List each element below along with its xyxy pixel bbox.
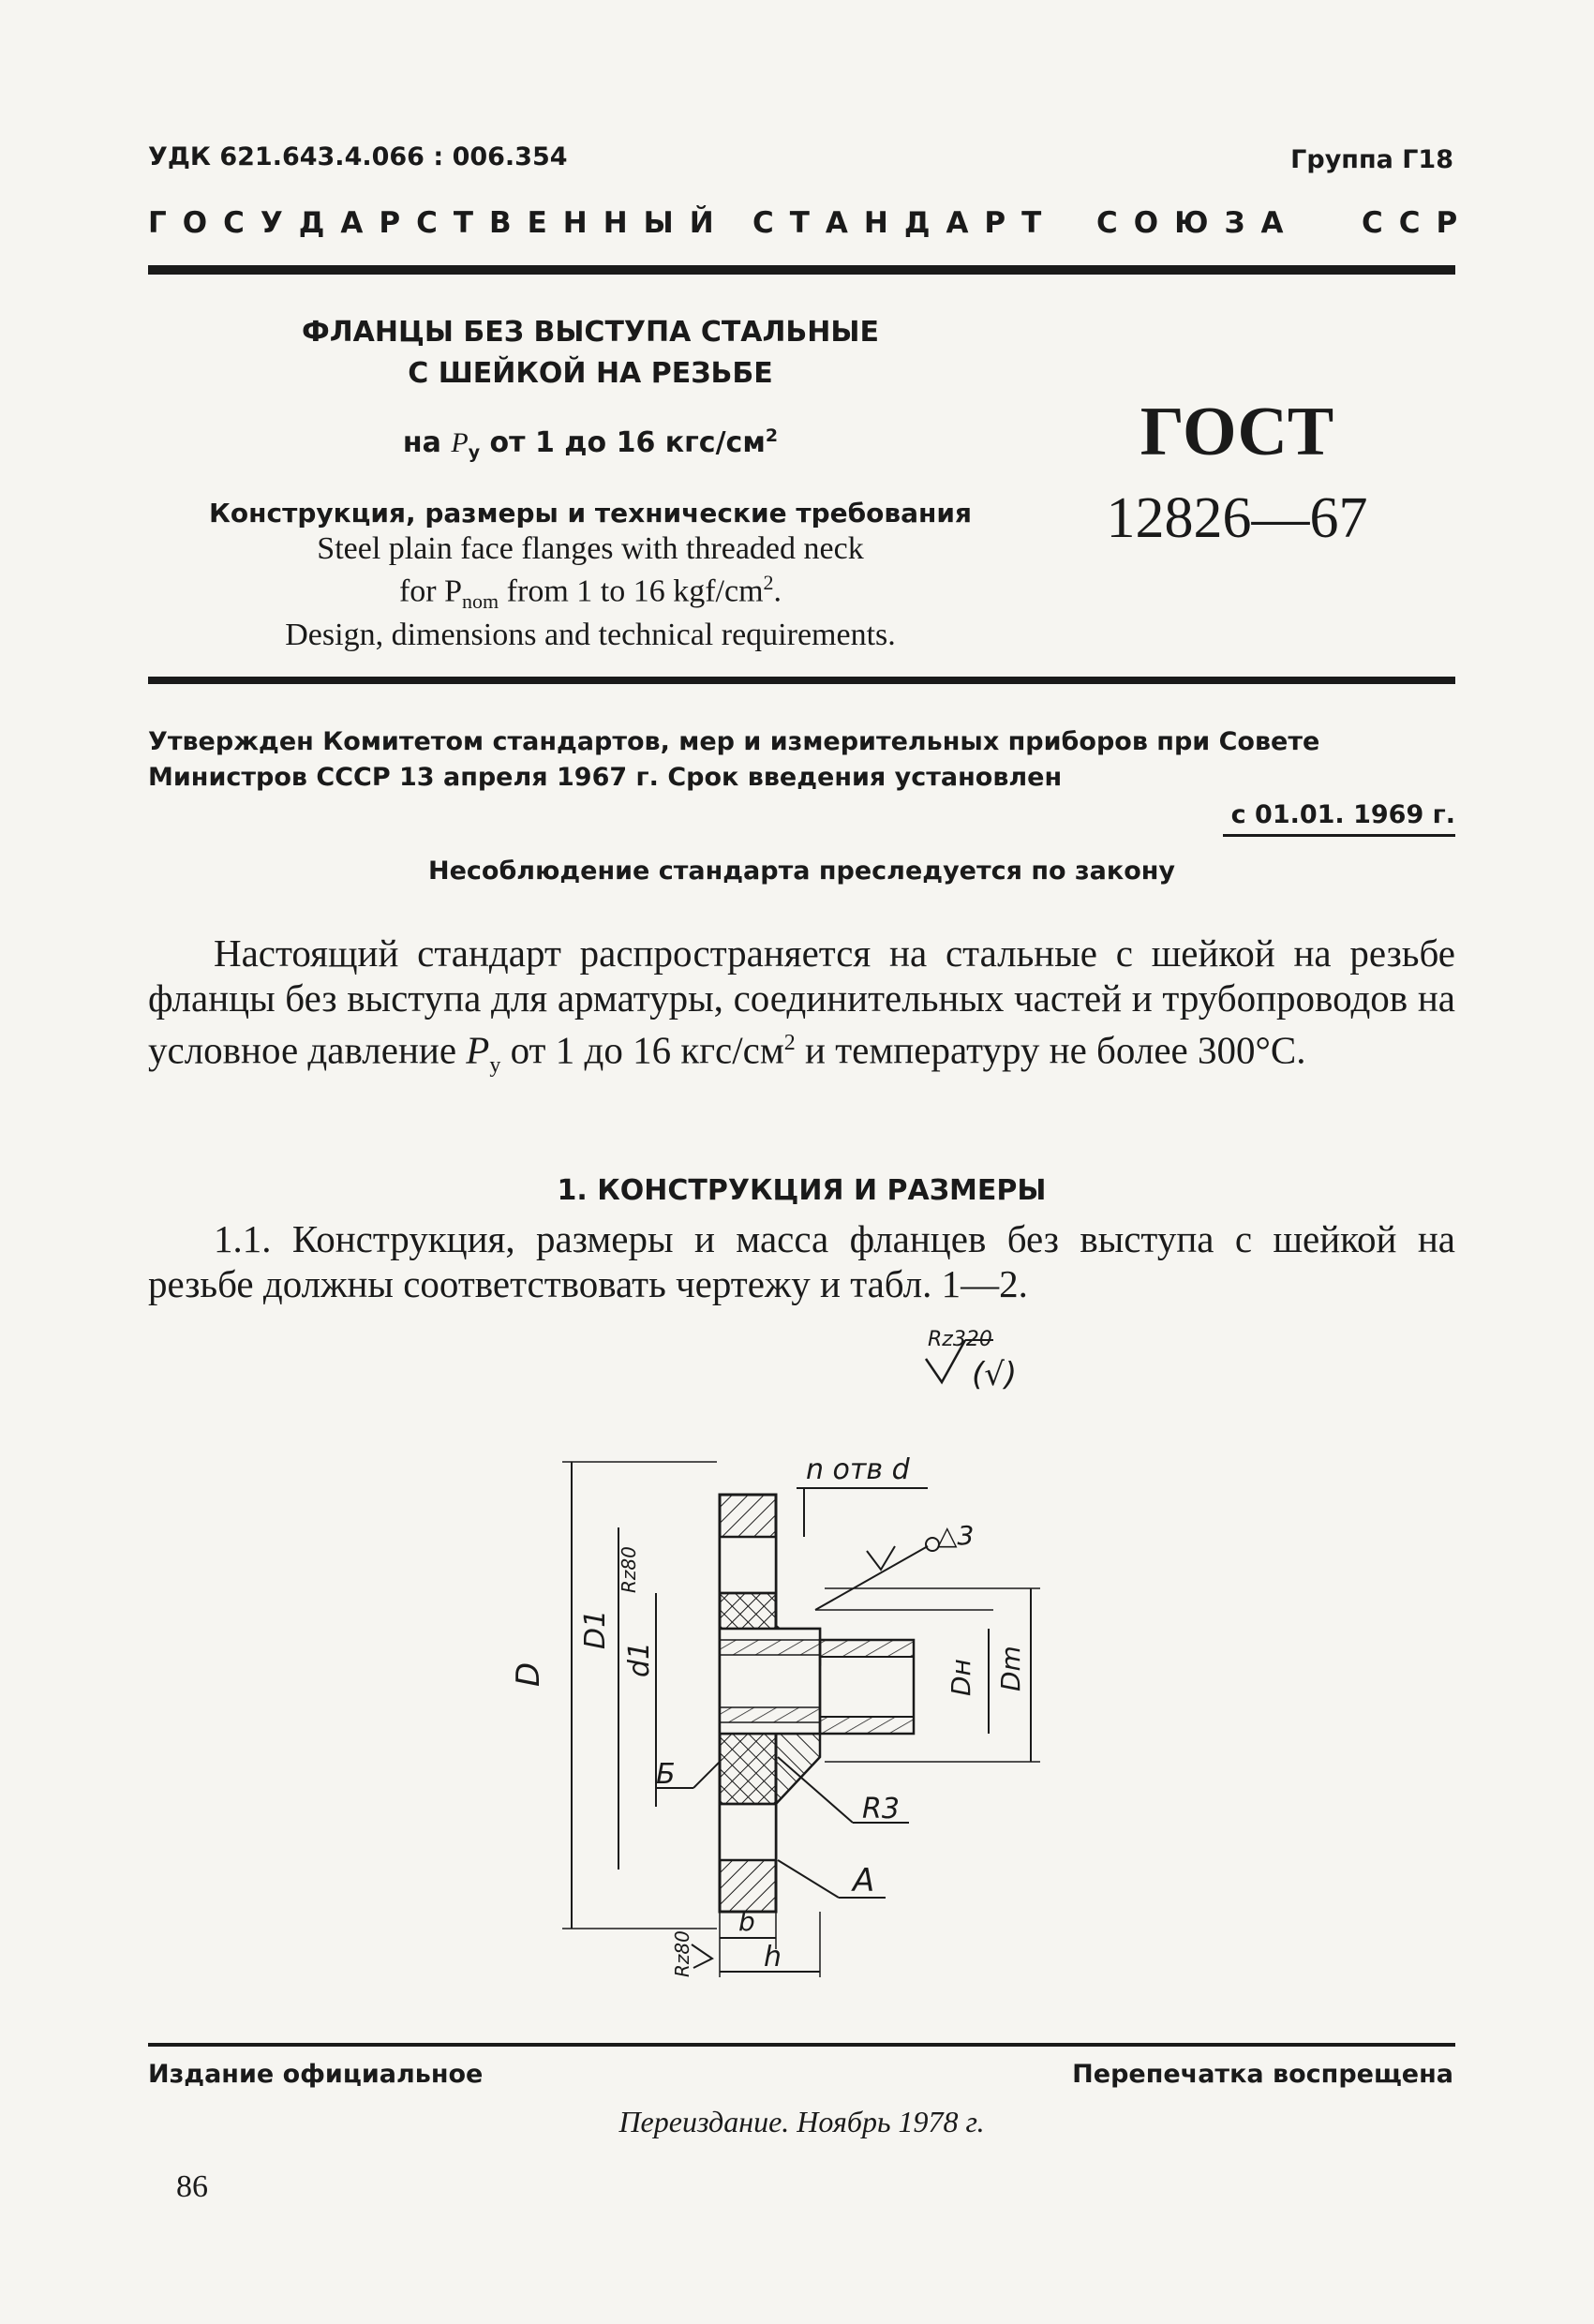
page-number: 86 (176, 2169, 208, 2204)
english-title-line-3: Design, dimensions and technical requirements. (285, 618, 896, 653)
udc-code: УДК 621.643.4.066 : 006.354 (148, 142, 568, 171)
gost-label: ГОСТ (1140, 394, 1334, 470)
dim-Dm: Dm (995, 1646, 1026, 1691)
footer-rule (148, 2043, 1455, 2047)
reissue-note: Переиздание. Ноябрь 1978 г. (618, 2105, 985, 2138)
approval-date: с 01.01. 1969 г. (1230, 800, 1455, 829)
roughness-paren: (√) (972, 1356, 1018, 1393)
banner-word: СТАНДАРТ (752, 206, 1058, 240)
dim-d1: d1 (623, 1641, 656, 1677)
weld-label: △3 (937, 1520, 975, 1551)
banner-word: ССР (1362, 206, 1474, 240)
roughness-label: Rz320 (928, 1328, 992, 1351)
dim-h: h (764, 1941, 782, 1974)
label-B: Б (656, 1758, 676, 1791)
approval-line-2: Министров СССР 13 апреля 1967 г. Срок введения установлен (148, 763, 1063, 792)
title-pressure: на $P_у$ от 1 до 16 кгс/$см^2$ (402, 425, 779, 463)
group-code: Группа Г18 (1290, 145, 1453, 174)
banner-word: ГОСУДАРСТВЕННЫЙ (148, 206, 730, 240)
section-1-paragraph: 1.1. Конструкция, размеры и масса фланцев без выступа с шейкой на резьбе должны соответствовать чертежу и табл. 1—2. (148, 1217, 1455, 1305)
dim-D1: D1 (579, 1609, 612, 1649)
thread-top (720, 1640, 820, 1655)
english-title-line-2: for $P_{nom}$ from 1 to 16 kgf/$cm^2$. (398, 571, 782, 614)
gost-number: 12826—67 (1106, 486, 1368, 550)
reprint-forbidden: Перепечатка воспрещена (1072, 2060, 1453, 2089)
holes-label: n отв d (806, 1453, 910, 1486)
approval-line-1: Утвержден Комитетом стандартов, мер и измерительных приборов при Совете (148, 727, 1320, 756)
section-1-title: 1. КОНСТРУКЦИЯ И РАЗМЕРЫ (557, 1174, 1047, 1207)
thread-bottom (720, 1707, 820, 1722)
dim-Dn: Dн (946, 1659, 976, 1696)
bolt-hole-top (720, 1537, 776, 1593)
title-line-2: С ШЕЙКОЙ НА РЕЗЬБЕ (408, 357, 773, 390)
dim-D: D (510, 1661, 547, 1687)
label-A: А (853, 1862, 875, 1899)
dim-b: b (738, 1906, 755, 1937)
title-line-1: ФЛАНЦЫ БЕЗ ВЫСТУПА СТАЛЬНЫЕ (302, 316, 879, 349)
rz80-bottom: Rz80 (671, 1930, 693, 1977)
legal-warning: Несоблюдение стандарта преследуется по закону (427, 857, 1176, 886)
bolt-hole-bottom (720, 1804, 776, 1860)
english-title-line-1: Steel plain face flanges with threaded neck (317, 531, 864, 566)
banner-word: СОЮЗА (1096, 206, 1300, 240)
label-R3: R3 (862, 1793, 900, 1825)
rz80-side: Rz80 (618, 1546, 640, 1593)
intro-paragraph: Настоящий стандарт распространяется на стальные с шейкой на резьбе фланцы без выступа для арматуры, соединительных частей и трубопроводов на условное давление $P_у$ от 1 до 16 кгс/$см^2$ и температуру не более 300°С. (148, 931, 1455, 1078)
title-subtitle: Конструкция, размеры и технические требования (209, 498, 972, 529)
official-edition: Издание официальное (148, 2060, 484, 2089)
